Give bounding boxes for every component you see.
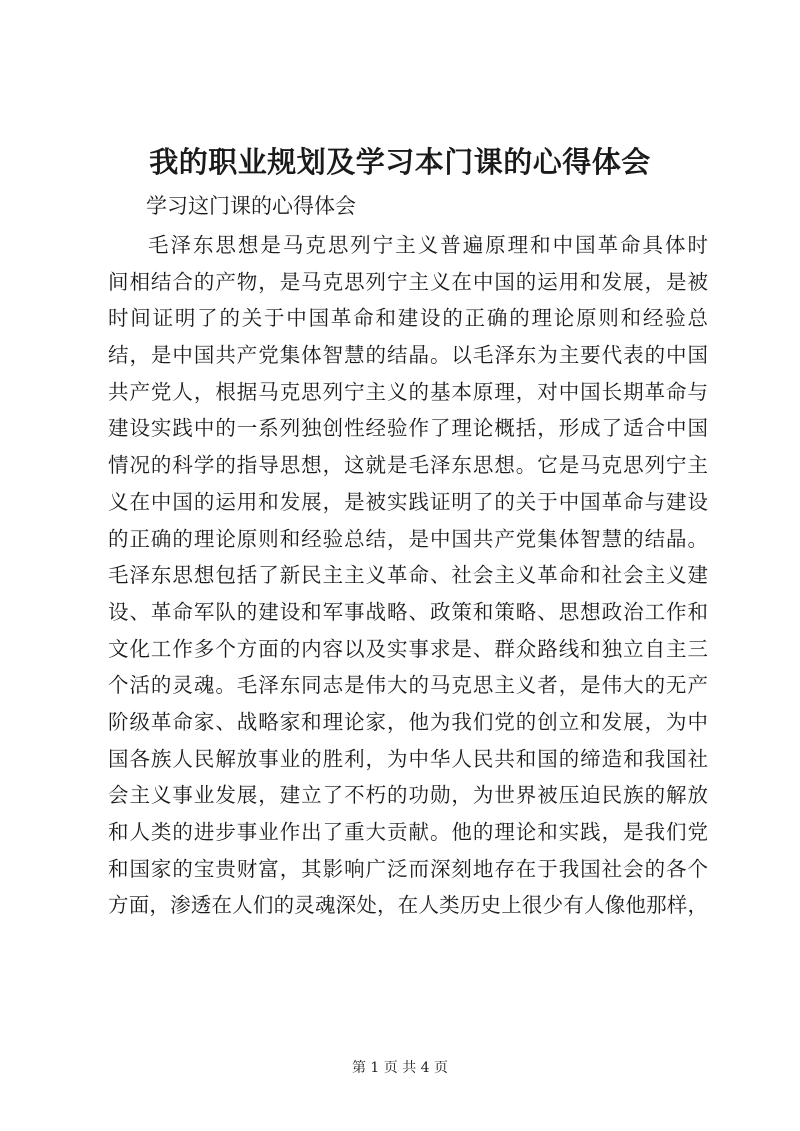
body-line: 时间证明了的关于中国革命和建设的正确的理论原则和经验总 <box>108 306 708 331</box>
body-line: 的正确的理论原则和经验总结，是中国共产党集体智慧的结晶。 <box>108 526 708 551</box>
body-line: 阶级革命家、战略家和理论家，他为我们党的创立和发展，为中 <box>108 709 708 734</box>
body-line: 结，是中国共产党集体智慧的结晶。以毛泽东为主要代表的中国 <box>108 343 708 368</box>
body-line: 个活的灵魂。毛泽东同志是伟大的马克思主义者，是伟大的无产 <box>108 673 708 698</box>
body-line: 建设实践中的一系列独创性经验作了理论概括，形成了适合中国 <box>108 416 708 441</box>
body-line: 国各族人民解放事业的胜利，为中华人民共和国的缔造和我国社 <box>108 746 708 771</box>
body-line: 毛泽东思想是马克思列宁主义普遍原理和中国革命具体时 <box>148 233 708 257</box>
body-line: 文化工作多个方面的内容以及实事求是、群众路线和独立自主三 <box>108 636 708 661</box>
body-line: 和人类的进步事业作出了重大贡献。他的理论和实践，是我们党 <box>108 820 708 844</box>
body-line: 方面，渗透在人们的灵魂深处，在人类历史上很少有人像他那样， <box>108 893 708 918</box>
body-line: 毛泽东思想包括了新民主主义革命、社会主义革命和社会主义建 <box>108 563 708 588</box>
body-line: 义在中国的运用和发展，是被实践证明了的关于中国革命与建设 <box>108 489 708 514</box>
page-number-footer: 第 1 页 共 4 页 <box>351 1060 449 1076</box>
body-line: 共产党人，根据马克思列宁主义的基本原理，对中国长期革命与 <box>108 379 708 404</box>
body-line: 间相结合的产物，是马克思列宁主义在中国的运用和发展，是被 <box>108 269 708 294</box>
document-title: 我的职业规划及学习本门课的心得体会 <box>149 145 651 179</box>
body-paragraph <box>108 227 708 924</box>
body-line: 和国家的宝贵财富，其影响广泛而深刻地存在于我国社会的各个 <box>108 856 708 881</box>
document-subtitle: 学习这门课的心得体会 <box>146 194 356 218</box>
body-line: 会主义事业发展，建立了不朽的功勋，为世界被压迫民族的解放 <box>108 783 708 808</box>
body-line: 设、革命军队的建设和军事战略、政策和策略、思想政治工作和 <box>108 599 708 624</box>
body-line: 情况的科学的指导思想，这就是毛泽东思想。它是马克思列宁主 <box>108 453 708 478</box>
